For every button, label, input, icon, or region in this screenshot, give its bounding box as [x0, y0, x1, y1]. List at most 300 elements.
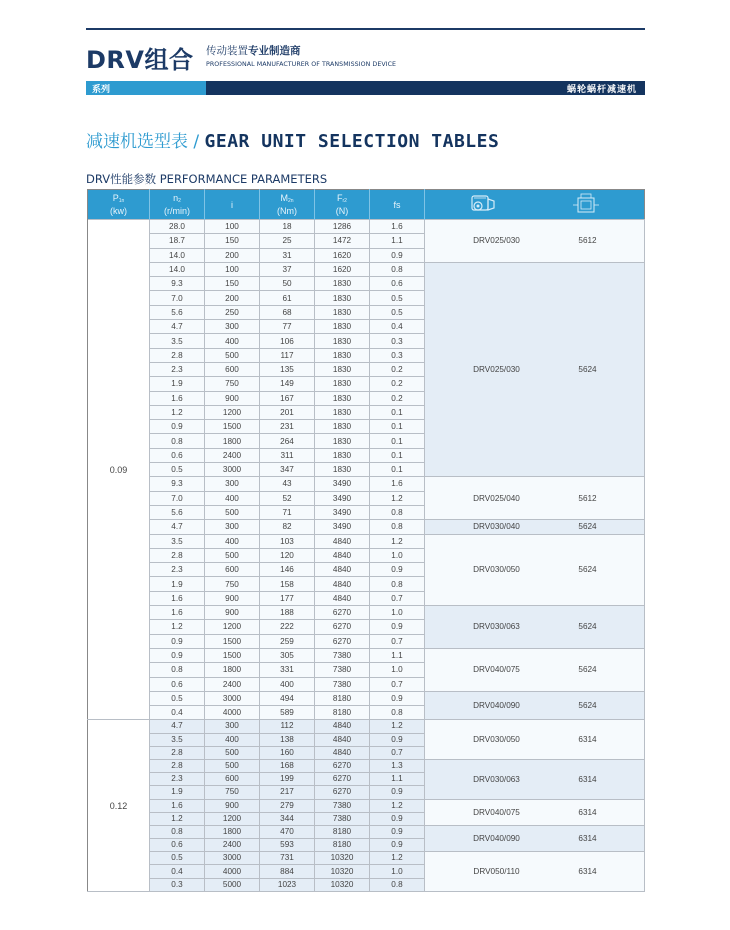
service-factor-cell: 0.4	[370, 320, 425, 334]
table-row	[88, 648, 645, 662]
motor-code: 6314	[578, 834, 597, 844]
torque-cell: 199	[260, 773, 315, 786]
torque-cell: 68	[260, 305, 315, 319]
radial-load-cell: 8180	[315, 706, 370, 720]
speed-cell: 2.8	[150, 548, 205, 562]
radial-load-cell: 1830	[315, 320, 370, 334]
torque-cell: 1023	[260, 878, 315, 891]
speed-cell: 1.2	[150, 405, 205, 419]
ratio-cell: 400	[205, 534, 260, 548]
speed-cell: 0.3	[150, 878, 205, 891]
radial-load-cell: 1620	[315, 248, 370, 262]
service-factor-cell: 0.1	[370, 448, 425, 462]
radial-load-cell: 1830	[315, 277, 370, 291]
ratio-cell: 750	[205, 786, 260, 799]
torque-cell: 347	[260, 463, 315, 477]
motor-code: 5612	[578, 493, 597, 503]
radial-load-cell: 1830	[315, 305, 370, 319]
radial-load-cell: 4840	[315, 591, 370, 605]
selection-table	[87, 189, 645, 892]
table-row	[88, 534, 645, 548]
radial-load-cell: 7380	[315, 799, 370, 812]
radial-load-cell: 10320	[315, 852, 370, 865]
radial-load-cell: 1286	[315, 220, 370, 234]
torque-cell: 103	[260, 534, 315, 548]
model-cell	[425, 825, 645, 851]
service-factor-cell: 1.2	[370, 799, 425, 812]
speed-cell: 0.6	[150, 677, 205, 691]
speed-cell: 0.5	[150, 691, 205, 705]
radial-load-cell: 6270	[315, 773, 370, 786]
ratio-cell: 600	[205, 362, 260, 376]
speed-cell: 3.5	[150, 534, 205, 548]
service-factor-cell: 0.7	[370, 634, 425, 648]
ratio-cell: 4000	[205, 706, 260, 720]
radial-load-cell: 3490	[315, 505, 370, 519]
torque-cell: 589	[260, 706, 315, 720]
header-rule	[86, 28, 645, 30]
service-factor-cell: 0.9	[370, 812, 425, 825]
speed-cell: 2.3	[150, 773, 205, 786]
model-name: DRV030/050	[473, 565, 520, 575]
brand-logo-text: DRV组合	[86, 46, 194, 74]
model-cell	[425, 759, 645, 799]
model-cell	[425, 534, 645, 605]
speed-cell: 7.0	[150, 291, 205, 305]
ratio-cell: 300	[205, 320, 260, 334]
model-name: DRV040/075	[473, 665, 520, 675]
service-factor-cell: 0.9	[370, 691, 425, 705]
torque-cell: 120	[260, 548, 315, 562]
radial-load-cell: 7380	[315, 648, 370, 662]
ratio-cell: 250	[205, 305, 260, 319]
model-cell	[425, 606, 645, 649]
model-name: DRV025/030	[473, 236, 520, 246]
service-factor-cell: 0.5	[370, 305, 425, 319]
radial-load-cell: 1830	[315, 377, 370, 391]
speed-cell: 0.9	[150, 634, 205, 648]
torque-cell: 18	[260, 220, 315, 234]
service-factor-cell: 0.1	[370, 420, 425, 434]
torque-cell: 217	[260, 786, 315, 799]
service-factor-cell: 0.7	[370, 746, 425, 759]
speed-cell: 9.3	[150, 277, 205, 291]
service-factor-cell: 1.6	[370, 220, 425, 234]
radial-load-cell: 6270	[315, 759, 370, 772]
ratio-cell: 150	[205, 234, 260, 248]
service-factor-cell: 1.3	[370, 759, 425, 772]
motor-code: 5624	[578, 565, 597, 575]
service-factor-cell: 0.2	[370, 362, 425, 376]
radial-load-cell: 4840	[315, 534, 370, 548]
radial-load-cell: 4840	[315, 720, 370, 733]
radial-load-cell: 7380	[315, 812, 370, 825]
speed-cell: 4.7	[150, 720, 205, 733]
table-row	[88, 825, 645, 838]
table-header-row	[88, 190, 645, 220]
torque-cell: 146	[260, 563, 315, 577]
service-factor-cell: 0.1	[370, 463, 425, 477]
service-factor-cell: 0.8	[370, 262, 425, 276]
service-factor-cell: 0.9	[370, 248, 425, 262]
radial-load-cell: 1830	[315, 448, 370, 462]
service-factor-cell: 0.9	[370, 786, 425, 799]
series-label: 系列	[92, 85, 111, 95]
torque-cell: 31	[260, 248, 315, 262]
model-cell	[425, 852, 645, 892]
model-cell	[425, 691, 645, 720]
radial-load-cell: 10320	[315, 865, 370, 878]
ratio-cell: 3000	[205, 852, 260, 865]
speed-cell: 0.5	[150, 852, 205, 865]
model-cell	[425, 520, 645, 534]
service-factor-cell: 0.9	[370, 839, 425, 852]
ratio-cell: 1200	[205, 812, 260, 825]
ratio-cell: 200	[205, 248, 260, 262]
table-row	[88, 220, 645, 234]
speed-cell: 1.9	[150, 377, 205, 391]
tagline-cn-light: 传动装置	[206, 45, 248, 57]
speed-cell: 0.4	[150, 865, 205, 878]
torque-cell: 177	[260, 591, 315, 605]
torque-cell: 77	[260, 320, 315, 334]
motor-code: 5624	[578, 665, 597, 675]
ratio-cell: 750	[205, 577, 260, 591]
torque-cell: 149	[260, 377, 315, 391]
model-name: DRV040/075	[473, 807, 520, 817]
ratio-cell: 2400	[205, 839, 260, 852]
ratio-cell: 900	[205, 391, 260, 405]
speed-cell: 9.3	[150, 477, 205, 491]
speed-cell: 0.9	[150, 420, 205, 434]
torque-cell: 160	[260, 746, 315, 759]
torque-cell: 168	[260, 759, 315, 772]
page-title-cn: 减速机选型表 /	[86, 132, 205, 152]
service-factor-cell: 1.6	[370, 477, 425, 491]
ratio-cell: 600	[205, 773, 260, 786]
motor-code: 5624	[578, 622, 597, 632]
ratio-cell: 400	[205, 491, 260, 505]
torque-cell: 494	[260, 691, 315, 705]
service-factor-cell: 0.3	[370, 334, 425, 348]
model-name: DRV030/050	[473, 735, 520, 745]
radial-load-cell: 7380	[315, 677, 370, 691]
model-name: DRV030/063	[473, 774, 520, 784]
header-output-speed: $n_2$ (r/min)	[150, 190, 205, 220]
ratio-cell: 1200	[205, 620, 260, 634]
radial-load-cell: 3490	[315, 520, 370, 534]
speed-cell: 1.9	[150, 577, 205, 591]
torque-cell: 135	[260, 362, 315, 376]
radial-load-cell: 1830	[315, 362, 370, 376]
radial-load-cell: 3490	[315, 477, 370, 491]
page-title-en: GEAR UNIT SELECTION TABLES	[204, 131, 500, 152]
service-factor-cell: 1.0	[370, 606, 425, 620]
speed-cell: 0.4	[150, 706, 205, 720]
tagline-cn-bold: 专业制造商	[248, 45, 301, 57]
table-row	[88, 691, 645, 705]
service-factor-cell: 1.0	[370, 548, 425, 562]
torque-cell: 344	[260, 812, 315, 825]
speed-cell: 5.6	[150, 305, 205, 319]
speed-cell: 14.0	[150, 262, 205, 276]
model-name: DRV040/090	[473, 834, 520, 844]
service-factor-cell: 1.1	[370, 648, 425, 662]
radial-load-cell: 6270	[315, 786, 370, 799]
ratio-cell: 1500	[205, 634, 260, 648]
torque-cell: 305	[260, 648, 315, 662]
service-factor-cell: 1.1	[370, 773, 425, 786]
radial-load-cell: 1830	[315, 405, 370, 419]
speed-cell: 0.8	[150, 663, 205, 677]
motor-code: 5624	[578, 701, 597, 711]
speed-cell: 2.8	[150, 348, 205, 362]
header-radial-load: $F_{r2}$ (N)	[315, 190, 370, 220]
torque-cell: 25	[260, 234, 315, 248]
torque-cell: 731	[260, 852, 315, 865]
torque-cell: 117	[260, 348, 315, 362]
table-row	[88, 477, 645, 491]
radial-load-cell: 1830	[315, 420, 370, 434]
table-row	[88, 606, 645, 620]
ratio-cell: 900	[205, 799, 260, 812]
torque-cell: 82	[260, 520, 315, 534]
motor-icon	[571, 192, 601, 218]
speed-cell: 28.0	[150, 220, 205, 234]
motor-code: 5624	[578, 365, 597, 375]
torque-cell: 884	[260, 865, 315, 878]
torque-cell: 138	[260, 733, 315, 746]
radial-load-cell: 10320	[315, 878, 370, 891]
motor-code: 5624	[578, 522, 597, 532]
model-name: DRV025/030	[473, 365, 520, 375]
header-icons	[425, 190, 645, 220]
ratio-cell: 1800	[205, 434, 260, 448]
torque-cell: 222	[260, 620, 315, 634]
ratio-cell: 500	[205, 348, 260, 362]
ratio-cell: 1800	[205, 825, 260, 838]
speed-cell: 0.8	[150, 825, 205, 838]
radial-load-cell: 4840	[315, 746, 370, 759]
radial-load-cell: 6270	[315, 606, 370, 620]
service-factor-cell: 1.0	[370, 865, 425, 878]
torque-cell: 201	[260, 405, 315, 419]
series-band	[86, 81, 645, 95]
service-factor-cell: 0.9	[370, 733, 425, 746]
speed-cell: 2.3	[150, 563, 205, 577]
table-row	[88, 520, 645, 534]
service-factor-cell: 0.7	[370, 677, 425, 691]
radial-load-cell: 1830	[315, 434, 370, 448]
speed-cell: 1.6	[150, 591, 205, 605]
ratio-cell: 4000	[205, 865, 260, 878]
ratio-cell: 2400	[205, 448, 260, 462]
table-row	[88, 262, 645, 276]
series-band-left	[86, 81, 206, 95]
speed-cell: 0.6	[150, 839, 205, 852]
ratio-cell: 1200	[205, 405, 260, 419]
ratio-cell: 500	[205, 548, 260, 562]
speed-cell: 3.5	[150, 334, 205, 348]
header-torque: $M_{2n}$ (Nm)	[260, 190, 315, 220]
service-factor-cell: 0.8	[370, 577, 425, 591]
radial-load-cell: 1830	[315, 463, 370, 477]
radial-load-cell: 8180	[315, 825, 370, 838]
ratio-cell: 400	[205, 334, 260, 348]
torque-cell: 71	[260, 505, 315, 519]
torque-cell: 264	[260, 434, 315, 448]
service-factor-cell: 0.1	[370, 434, 425, 448]
speed-cell: 0.8	[150, 434, 205, 448]
model-name: DRV040/090	[473, 701, 520, 711]
radial-load-cell: 1830	[315, 334, 370, 348]
tagline-en: PROFESSIONAL MANUFACTURER OF TRANSMISSION DEVICE	[206, 61, 397, 68]
radial-load-cell: 8180	[315, 691, 370, 705]
service-factor-cell: 1.2	[370, 534, 425, 548]
service-factor-cell: 0.6	[370, 277, 425, 291]
service-factor-cell: 1.2	[370, 491, 425, 505]
radial-load-cell: 1830	[315, 391, 370, 405]
service-factor-cell: 1.2	[370, 852, 425, 865]
speed-cell: 0.5	[150, 463, 205, 477]
model-cell	[425, 477, 645, 520]
radial-load-cell: 6270	[315, 620, 370, 634]
ratio-cell: 300	[205, 520, 260, 534]
radial-load-cell: 1830	[315, 291, 370, 305]
torque-cell: 167	[260, 391, 315, 405]
model-name: DRV030/063	[473, 622, 520, 632]
ratio-cell: 600	[205, 563, 260, 577]
torque-cell: 331	[260, 663, 315, 677]
service-factor-cell: 1.0	[370, 663, 425, 677]
power-cell: 0.12	[88, 720, 150, 891]
speed-cell: 0.9	[150, 648, 205, 662]
speed-cell: 1.6	[150, 391, 205, 405]
radial-load-cell: 4840	[315, 733, 370, 746]
radial-load-cell: 3490	[315, 491, 370, 505]
torque-cell: 106	[260, 334, 315, 348]
speed-cell: 4.7	[150, 320, 205, 334]
section-subtitle: DRV性能参数 PERFORMANCE PARAMETERS	[86, 172, 328, 186]
product-category-label: 蜗轮蜗杆减速机	[566, 85, 637, 95]
service-factor-cell: 0.2	[370, 377, 425, 391]
speed-cell: 4.7	[150, 520, 205, 534]
model-name: DRV030/040	[473, 522, 520, 532]
service-factor-cell: 0.8	[370, 505, 425, 519]
torque-cell: 259	[260, 634, 315, 648]
torque-cell: 279	[260, 799, 315, 812]
service-factor-cell: 1.2	[370, 720, 425, 733]
service-factor-cell: 0.9	[370, 620, 425, 634]
torque-cell: 593	[260, 839, 315, 852]
torque-cell: 311	[260, 448, 315, 462]
motor-code: 6314	[578, 774, 597, 784]
speed-cell: 1.9	[150, 786, 205, 799]
service-factor-cell: 1.1	[370, 234, 425, 248]
model-cell	[425, 648, 645, 691]
ratio-cell: 150	[205, 277, 260, 291]
ratio-cell: 3000	[205, 463, 260, 477]
ratio-cell: 200	[205, 291, 260, 305]
speed-cell: 3.5	[150, 733, 205, 746]
speed-cell: 14.0	[150, 248, 205, 262]
radial-load-cell: 7380	[315, 663, 370, 677]
radial-load-cell: 1472	[315, 234, 370, 248]
motor-code: 6314	[578, 867, 597, 877]
service-factor-cell: 0.9	[370, 825, 425, 838]
torque-cell: 37	[260, 262, 315, 276]
service-factor-cell: 0.3	[370, 348, 425, 362]
table-row	[88, 759, 645, 772]
torque-cell: 52	[260, 491, 315, 505]
model-cell	[425, 720, 645, 760]
ratio-cell: 900	[205, 606, 260, 620]
radial-load-cell: 1830	[315, 348, 370, 362]
ratio-cell: 500	[205, 746, 260, 759]
table-row	[88, 799, 645, 812]
torque-cell: 231	[260, 420, 315, 434]
service-factor-cell: 0.5	[370, 291, 425, 305]
speed-cell: 1.6	[150, 799, 205, 812]
ratio-cell: 1500	[205, 420, 260, 434]
table-body	[88, 220, 645, 892]
torque-cell: 158	[260, 577, 315, 591]
speed-cell: 1.2	[150, 812, 205, 825]
service-factor-cell: 0.1	[370, 405, 425, 419]
model-cell	[425, 262, 645, 476]
radial-load-cell: 6270	[315, 634, 370, 648]
radial-load-cell: 8180	[315, 839, 370, 852]
ratio-cell: 2400	[205, 677, 260, 691]
gear-unit-icon	[468, 193, 498, 217]
model-name: DRV025/040	[473, 493, 520, 503]
table-row	[88, 852, 645, 865]
speed-cell: 1.6	[150, 606, 205, 620]
ratio-cell: 1800	[205, 663, 260, 677]
torque-cell: 112	[260, 720, 315, 733]
page-title	[86, 127, 499, 152]
speed-cell: 0.6	[150, 448, 205, 462]
power-cell: 0.09	[88, 220, 150, 720]
torque-cell: 43	[260, 477, 315, 491]
speed-cell: 2.8	[150, 746, 205, 759]
ratio-cell: 900	[205, 591, 260, 605]
tagline-cn	[206, 43, 301, 58]
ratio-cell: 750	[205, 377, 260, 391]
model-name: DRV050/110	[473, 867, 520, 877]
ratio-cell: 1500	[205, 648, 260, 662]
ratio-cell: 100	[205, 262, 260, 276]
header-power: $P_{1n}$ (kw)	[88, 190, 150, 220]
model-cell	[425, 220, 645, 263]
radial-load-cell: 1620	[315, 262, 370, 276]
ratio-cell: 300	[205, 720, 260, 733]
radial-load-cell: 4840	[315, 563, 370, 577]
ratio-cell: 100	[205, 220, 260, 234]
speed-cell: 18.7	[150, 234, 205, 248]
speed-cell: 7.0	[150, 491, 205, 505]
speed-cell: 2.8	[150, 759, 205, 772]
radial-load-cell: 4840	[315, 577, 370, 591]
ratio-cell: 300	[205, 477, 260, 491]
torque-cell: 61	[260, 291, 315, 305]
ratio-cell: 500	[205, 759, 260, 772]
service-factor-cell: 0.2	[370, 391, 425, 405]
torque-cell: 188	[260, 606, 315, 620]
motor-code: 5612	[578, 236, 597, 246]
header-service-factor: fs	[370, 190, 425, 220]
speed-cell: 5.6	[150, 505, 205, 519]
